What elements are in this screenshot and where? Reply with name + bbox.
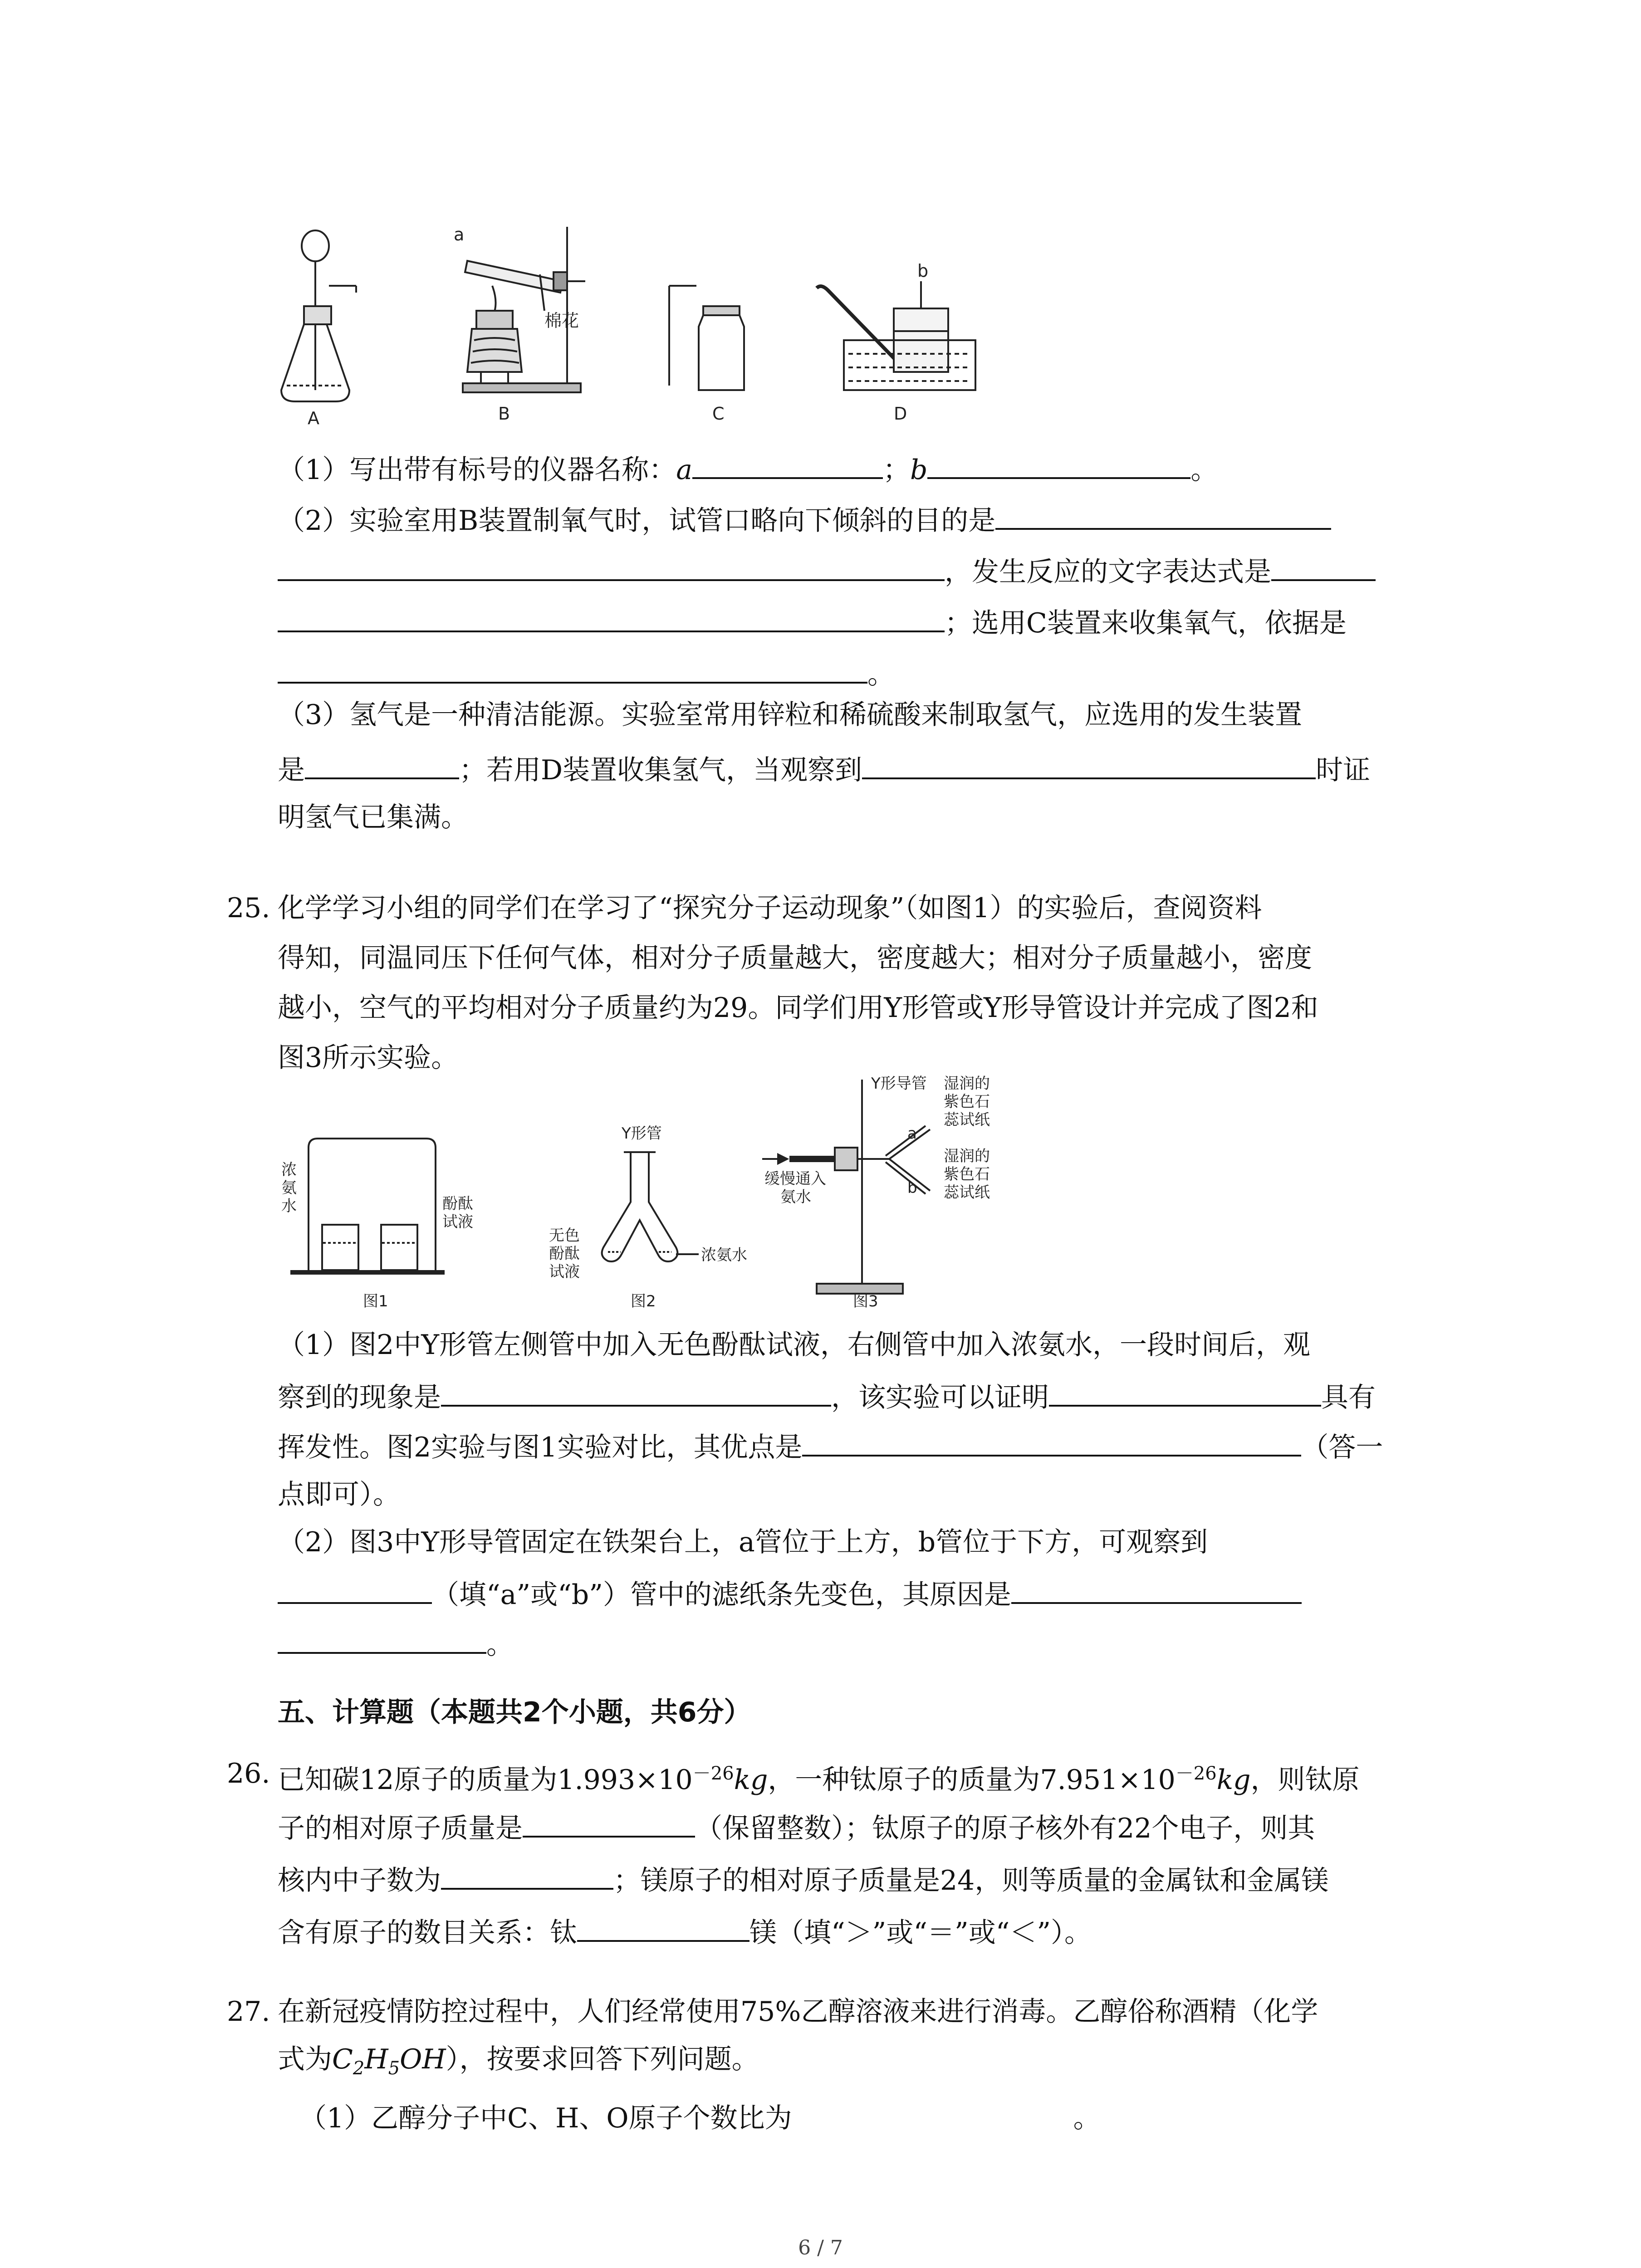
q24-part3-line3 [278, 799, 468, 836]
fig3-paper-top-3: 蕊试纸 [944, 1111, 990, 1129]
mark-a: a [454, 225, 465, 244]
q25-p1-text3a: 挥发性。图2实验与图1实验对比，其优点是 [278, 1432, 803, 1463]
ethanol-formula: $C_2H_5OH$ [332, 2043, 446, 2079]
q26-exp-1: －26 [692, 1763, 734, 1784]
q26-number-text: 26. [227, 1758, 270, 1789]
q24-p1-end: 。 [1190, 454, 1218, 486]
q25-part1-line3 [278, 1427, 1383, 1466]
figure-2 [602, 1152, 699, 1261]
answer-blank-tilt-purpose[interactable] [995, 500, 1331, 530]
answer-blank-reason[interactable] [1011, 1574, 1302, 1604]
q24-p3-text2b: ；若用D装置收集氢气，当观察到 [459, 754, 862, 786]
fig2-right-label: 浓氨水 [701, 1246, 747, 1264]
fig3-paper-top-2: 紫色石 [944, 1093, 990, 1111]
answer-blank-b[interactable] [927, 449, 1190, 479]
q25-p1-text2a: 察到的现象是 [278, 1382, 441, 1413]
q25-part1-line1 [278, 1327, 1310, 1363]
answer-blank-reason-cont[interactable] [278, 1624, 486, 1654]
q26-text3a: 核内中子数为 [278, 1865, 441, 1897]
section-5-title: 五、计算题（本题共2个小题，共6分） [278, 1696, 751, 1728]
label-d: D [894, 404, 907, 424]
label-c: C [712, 404, 725, 424]
q25-part2-line3 [278, 1624, 514, 1663]
answer-blank-relative-mass[interactable] [523, 1808, 695, 1838]
q27-p1b: 。 [1073, 2102, 1101, 2134]
q25-intro2: 得知，同温同压下任何气体，相对分子质量越大，密度越大；相对分子质量越小，密度 [278, 942, 1312, 974]
q27-number-text: 27. [227, 1996, 270, 2028]
fig3-label-b: b [907, 1179, 917, 1197]
q24-p3-text1: （3）氢气是一种清洁能源。实验室常用锌粒和稀硫酸来制取氢气，应选用的发生装置 [278, 699, 1303, 731]
fig3-label-a: a [907, 1124, 917, 1143]
fig2-left-label-1: 无色 [549, 1227, 580, 1245]
fig3-inlet-2: 氨水 [780, 1188, 811, 1206]
answer-blank-prove[interactable] [1049, 1377, 1321, 1407]
q26-text4a: 含有原子的数目关系：钛 [278, 1917, 577, 1949]
q26-text1c: ，则钛原 [1250, 1764, 1360, 1796]
apparatus-c [669, 286, 744, 390]
fig3-top-label: Y形导管 [871, 1075, 927, 1093]
q24-p2-text1: （2）实验室用B装置制氧气时，试管口略向下倾斜的目的是 [278, 505, 996, 537]
q25-part2-line1 [278, 1524, 1208, 1560]
q26-line2 [278, 1808, 1315, 1847]
fig3-paper-bottom-1: 湿润的 [944, 1147, 990, 1165]
q24-p3-text2a: 是 [278, 754, 305, 786]
answer-blank-basis[interactable] [278, 654, 867, 684]
q25-p1-text4: 点即可）。 [278, 1479, 400, 1510]
fig1-caption: 图1 [363, 1292, 388, 1310]
q25-number-text: 25. [227, 892, 270, 924]
answer-blank-generator[interactable] [305, 749, 459, 779]
q26-number [227, 1755, 270, 1792]
q25-intro1: 化学学习小组的同学们在学习了“探究分子运动现象”（如图1）的实验后，查阅资料 [278, 892, 1262, 924]
q24-p2-text3: ；选用C装置来收集氧气，依据是 [945, 607, 1347, 639]
answer-blank-neutrons[interactable] [441, 1860, 613, 1890]
q25-p1-text2c: 具有 [1321, 1382, 1376, 1413]
apparatus-figure [254, 218, 1025, 431]
q26-line4 [278, 1912, 1092, 1951]
fig3-paper-top-1: 湿润的 [944, 1075, 990, 1093]
answer-blank-tube[interactable] [278, 1574, 432, 1604]
q24-part2-line4 [278, 654, 895, 693]
q25-intro-line3 [278, 990, 1318, 1026]
q26-text2b: （保留整数）；钛原子的原子核外有22个电子，则其 [695, 1813, 1315, 1844]
q26-text3b: ；镁原子的相对原子质量是24，则等质量的金属钛和金属镁 [613, 1865, 1329, 1897]
fig3-inlet-1: 缓慢通入 [764, 1170, 826, 1188]
cotton-label: 棉花 [544, 311, 579, 331]
q24-p3-text2c: 时证 [1316, 754, 1371, 786]
q25-p2-end: 。 [486, 1629, 514, 1661]
fig1-label-left-2: 氨 [281, 1179, 297, 1197]
q27-text1: 在新冠疫情防控过程中，人们经常使用75%乙醇溶液来进行消毒。乙醇俗称酒精（化学 [278, 1996, 1318, 2028]
q24-p1-text: （1）写出带有标号的仪器名称： [278, 454, 676, 486]
q26-text4b: 镁（填“＞”或“＝”或“＜”）。 [749, 1917, 1092, 1949]
q26-exp-2: －26 [1175, 1763, 1217, 1784]
q24-p3-text3: 明氢气已集满。 [278, 802, 468, 833]
fig2-caption: 图2 [631, 1292, 656, 1310]
answer-blank-a[interactable] [692, 449, 883, 479]
fig3-caption: 图3 [853, 1292, 878, 1310]
fig2-left-label-3: 试液 [549, 1263, 580, 1281]
q25-p2-text1: （2）图3中Y形导管固定在铁架台上，a管位于上方，b管位于下方，可观察到 [278, 1526, 1208, 1558]
answer-blank-compare[interactable] [577, 1912, 749, 1942]
q26-unit-2: kg [1216, 1764, 1251, 1796]
fig1-label-left-3: 水 [281, 1197, 297, 1215]
q24-p2-text2: ，发生反应的文字表达式是 [945, 556, 1271, 588]
q25-p1-text1: （1）图2中Y形管左侧管中加入无色酚酞试液，右侧管中加入浓氨水，一段时间后，观 [278, 1329, 1310, 1361]
q25-intro3: 越小，空气的平均相对分子质量约为29。同学们用Y形管或Y形导管设计并完成了图2和 [278, 992, 1318, 1024]
answer-blank-tilt-purpose-cont[interactable] [278, 551, 945, 581]
answer-blank-equation[interactable] [1271, 551, 1376, 581]
fig1-label-left-1: 浓 [281, 1161, 297, 1179]
q26-text2a: 子的相对原子质量是 [278, 1813, 523, 1844]
q24-p1-a: a [676, 454, 692, 486]
label-a: A [308, 408, 319, 428]
apparatus-b [463, 227, 585, 392]
q24-p1-sep: ； [882, 454, 910, 486]
q27-text2a: 式为 [278, 2043, 332, 2075]
q25-p1-text3b: （答一 [1301, 1432, 1383, 1463]
fig2-left-label-2: 酚酞 [549, 1245, 580, 1263]
q26-line3 [278, 1860, 1328, 1899]
q27-text2b: ），按要求回答下列问题。 [446, 2043, 759, 2075]
fig2-top-label: Y形管 [622, 1124, 662, 1143]
apparatus-d [817, 281, 975, 390]
answer-blank-phenomenon[interactable] [441, 1377, 831, 1407]
molecule-motion-figures [272, 1070, 1066, 1315]
q27-part1 [299, 2100, 1101, 2136]
label-b: B [498, 404, 510, 424]
mark-b: b [917, 261, 929, 281]
q27-p1a: （1）乙醇分子中C、H、O原子个数比为 [299, 2102, 792, 2134]
q24-part1 [278, 449, 1218, 488]
q25-p2-text2a: （填“a”或“b”）管中的滤纸条先变色，其原因是 [432, 1579, 1011, 1611]
q26-text1b: ，一种钛原子的质量为7.951×10 [768, 1764, 1176, 1796]
answer-blank-full-sign[interactable] [862, 749, 1316, 779]
apparatus-a [281, 230, 356, 401]
q24-part3-line2 [278, 749, 1370, 788]
answer-blank-equation-cont[interactable] [278, 602, 945, 632]
q26-unit-1: kg [734, 1764, 768, 1796]
q25-intro-line2 [278, 940, 1312, 976]
q25-intro-line1 [278, 890, 1262, 926]
q25-intro4: 图3所示实验。 [278, 1042, 459, 1074]
q24-part2-line3 [278, 602, 1347, 641]
fig3-paper-bottom-3: 蕊试纸 [944, 1183, 990, 1202]
q25-p1-text2b: ，该实验可以证明 [831, 1382, 1049, 1413]
q25-part1-line4 [278, 1476, 400, 1513]
q24-p2-end: 。 [867, 659, 895, 690]
q26-line1 [278, 1755, 1359, 1798]
q25-part1-line2 [278, 1377, 1376, 1416]
q27-line2 [278, 2041, 759, 2087]
q26-text1a: 已知碳12原子的质量为1.993×10 [278, 1764, 693, 1796]
q27-line1 [278, 1994, 1318, 2030]
page-number: 6 / 7 [798, 2236, 843, 2259]
fig1-label-right-1: 酚酞 [442, 1195, 473, 1213]
q25-number [227, 890, 270, 926]
q24-part2-line2 [278, 551, 1376, 590]
q24-part3-line1 [278, 697, 1302, 733]
q25-part2-line2 [278, 1574, 1302, 1613]
q27-number [227, 1994, 270, 2030]
answer-blank-advantage[interactable] [802, 1427, 1301, 1457]
q24-part2-line1 [278, 500, 1331, 539]
fig3-paper-bottom-2: 紫色石 [944, 1165, 990, 1183]
q24-p1-b: b [910, 454, 928, 486]
fig1-label-right-2: 试液 [442, 1213, 473, 1231]
figure-1 [290, 1139, 445, 1272]
